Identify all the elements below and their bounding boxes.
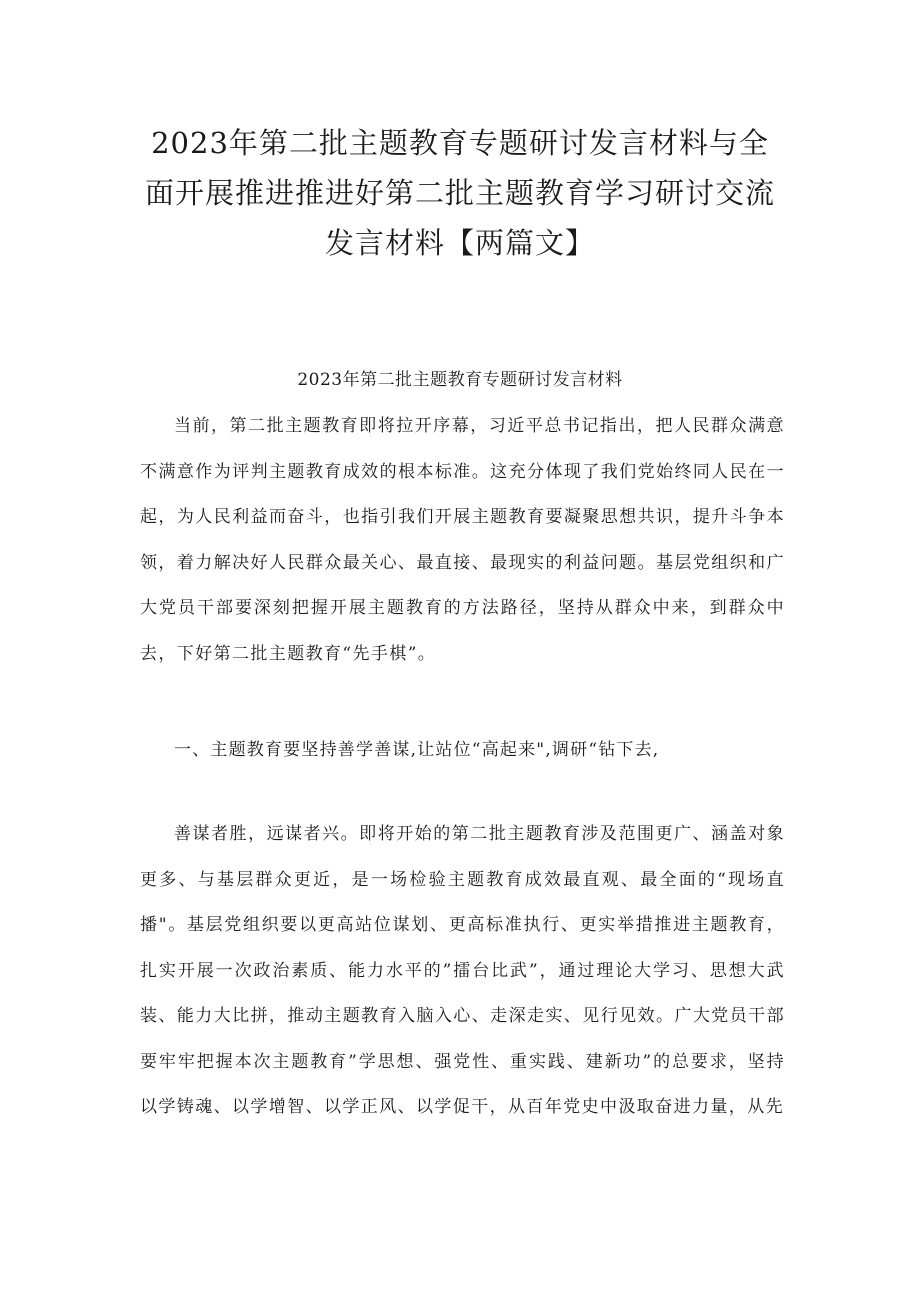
body-paragraph: 当前，第二批主题教育即将拉开序幕，习近平总书记指出，把人民群众满意不满意作为评判主题教育成效的根本标准。这充分体现了我们党始终同人民在一起，为人民利益而奋斗，也指引我们开展主题教育要凝聚思想共识，提升斗争本领，着力解决好人民群众最关心、最直接、最现实的利益问题。基层党组织和广大党员干部要深刻把握开展主题教育的方法路径，坚持从群众中来，到群众中去，下好第二批主题教育“先手棋”。 [140,416,785,664]
section-heading: 一、主题教育要坚持善学善谋,让站位“高起来",调研“钻下去, [174,740,660,760]
body-paragraph: 善谋者胜，远谋者兴。即将开始的第二批主题教育涉及范围更广、涵盖对象更多、与基层群众更近，是一场检验主题教育成效最直观、最全面的“现场直播"。基层党组织要以更高站位谋划、更高标准执行、更实举措推进主题教育，扎实开展一次政治素质、能力水平的”擂台比武”，通过理论大学习、思想大武装、能力大比拼，推动主题教育入脑入心、走深走实、见行见效。广大党员干部要牢牢把握本次主题教育”学思想、强党性、重实践、建新功”的总要求，坚持以学铸魂、以学增智、以学正风、以学促干，从百年党史中汲取奋进力量，从先 [140,824,785,1117]
section-title: 2023年第二批主题教育专题研讨发言材料 [297,370,623,390]
document-title: 2023年第二批主题教育专题研讨发言材料与全面开展推进推进好第二批主题教育学习研讨交流发言材料【两篇文】 [144,126,775,260]
